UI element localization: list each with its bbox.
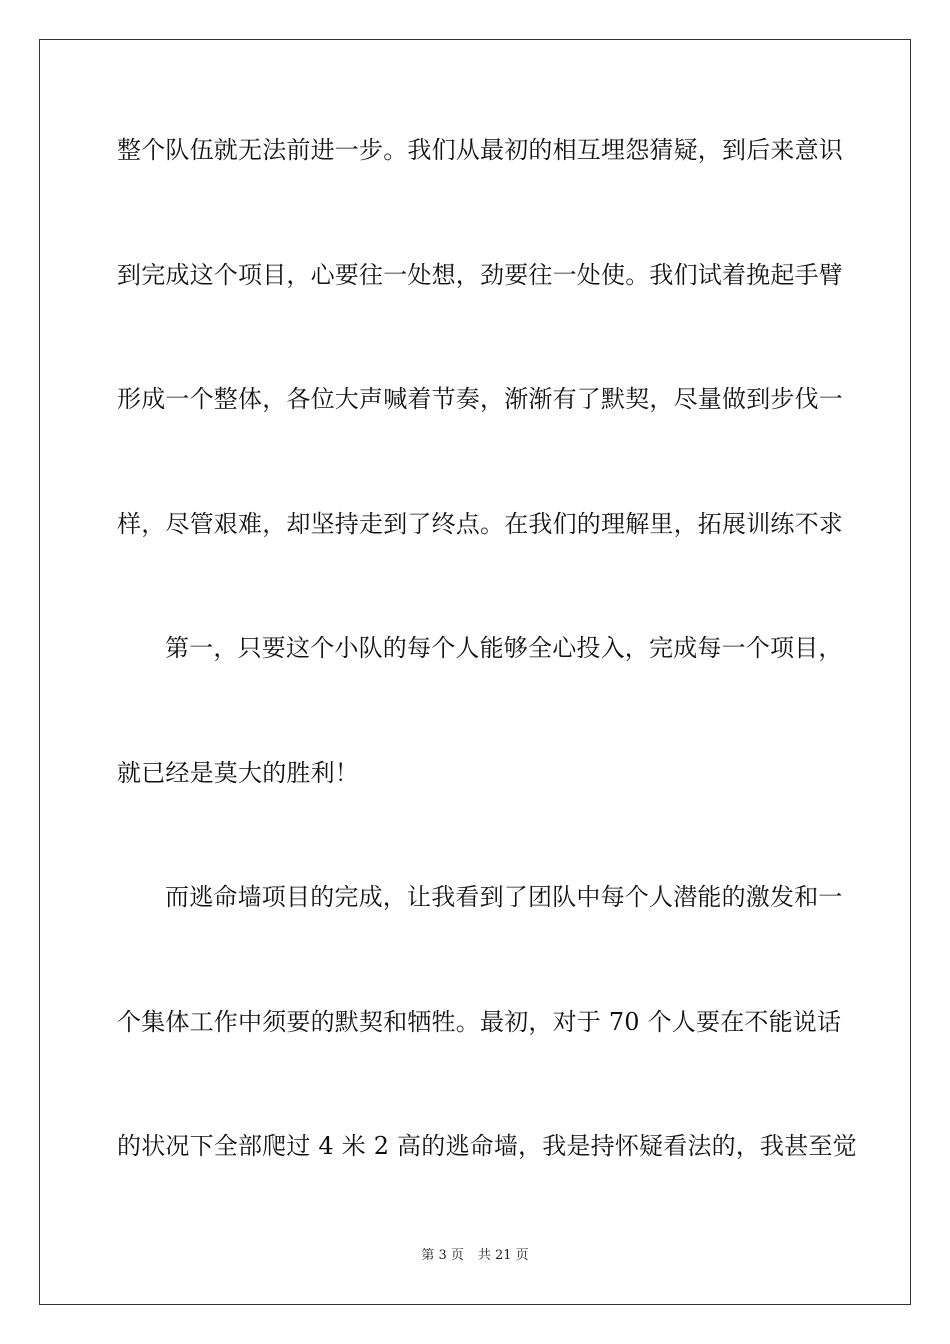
paragraph-line: 样，尽管艰难，却坚持走到了终点。在我们的理解里，拓展训练不求 bbox=[117, 510, 843, 538]
paragraph-line: 整个队伍就无法前进一步。我们从最初的相互埋怨猜疑，到后来意识 bbox=[117, 136, 843, 164]
paragraph-line: 到完成这个项目，心要往一处想，劲要往一处使。我们试着挽起手臂 bbox=[117, 261, 843, 289]
paragraph-line: 就已经是莫大的胜利！ bbox=[117, 759, 359, 787]
page-footer bbox=[0, 1247, 950, 1265]
page-number: 第 3 页 bbox=[421, 1248, 464, 1263]
paragraph-line: 的状况下全部爬过 4 米 2 高的逃命墙，我是持怀疑看法的，我甚至觉 bbox=[117, 1132, 857, 1160]
paragraph-line: 而逃命墙项目的完成，让我看到了团队中每个人潜能的激发和一 bbox=[165, 883, 843, 911]
paragraph-line: 第一，只要这个小队的每个人能够全心投入，完成每一个项目， bbox=[165, 634, 843, 662]
paragraph-line: 形成一个整体，各位大声喊着节奏，渐渐有了默契，尽量做到步伐一 bbox=[117, 385, 843, 413]
page-total: 共 21 页 bbox=[477, 1248, 529, 1263]
page-border bbox=[39, 39, 911, 1305]
paragraph-line: 个集体工作中须要的默契和牺牲。最初，对于 70 个人要在不能说话 bbox=[117, 1008, 842, 1036]
